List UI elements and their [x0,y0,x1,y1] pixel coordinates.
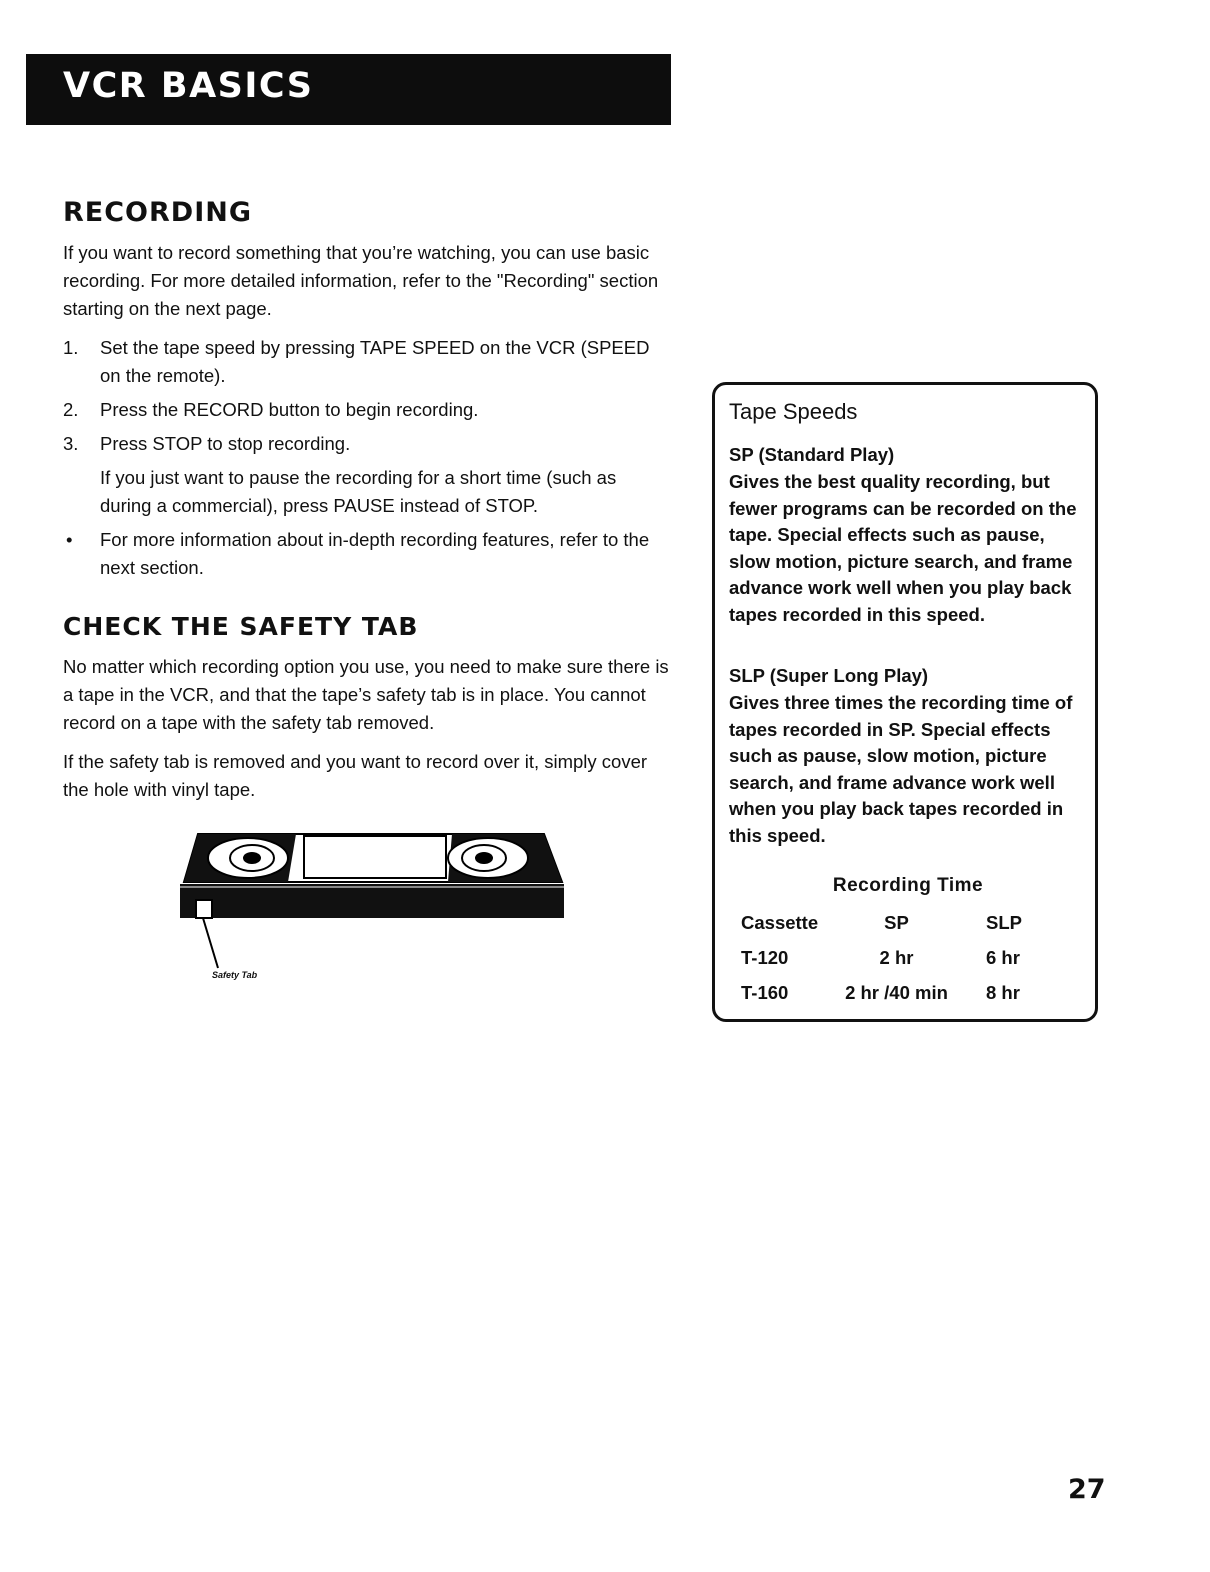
cassette-spine [180,884,564,918]
section-title: VCR BASICS [63,66,314,106]
table-row [741,975,1046,1010]
sp-description: Gives the best quality recording, but fewer programs can be recorded on the tape. Special effects such as pause, slow motion, picture search, and frame advance work well when you play back tapes recorded in this speed. [729,471,1077,625]
bullet-text: For more information about in-depth recording features, refer to the next section. [100,529,650,578]
safety-tab-heading: CHECK THE SAFETY TAB [63,612,419,641]
step-item [63,334,663,390]
sp-heading: SP (Standard Play) [729,444,895,465]
slp-heading: SLP (Super Long Play) [729,665,929,686]
recording-steps [63,334,663,582]
table-row [741,940,1046,975]
step-number: 1. [63,337,79,358]
step-item [63,396,663,424]
bullet-mark: • [66,529,73,550]
table-cell: 8 hr [986,981,1020,1003]
safety-tab-notch [196,900,212,918]
step-text: Press the RECORD button to begin recording. [100,399,479,420]
slp-description: Gives three times the recording time of tapes recorded in SP. Special effects such as pause, slow motion, picture search, and frame advance work well when you play back tapes recorded in this speed. [729,692,1073,846]
step-text: Set the tape speed by pressing TAPE SPEED on the VCR (SPEED on the remote). [100,337,650,386]
safety-para-1: No matter which recording option you use, you need to make sure there is a tape in the VCR, and that the tape’s safety tab is in place. You cannot record on a tape with the safety tab removed. [63,656,669,733]
label-window [304,836,446,878]
table-cell: T-160 [741,981,789,1003]
recording-time-title: Recording Time [832,875,984,896]
recording-heading: RECORDING [63,197,253,228]
table-cell: T-120 [741,946,789,968]
table-header-cell: Cassette [741,911,819,933]
table-cell: 6 hr [986,946,1020,968]
safety-tab-caption: Safety Tab [212,970,258,980]
tape-speeds-title: Tape Speeds [729,399,858,424]
step-number: 3. [63,433,79,454]
table-header-cell: SLP [986,911,1022,933]
table-header-cell: SP [884,911,909,933]
recording-time-table [741,905,1046,1010]
table-cell: 2 hr [879,946,914,968]
table-header-row [741,905,1046,940]
step-item [63,430,663,458]
step-note: If you just want to pause the recording for a short time (such as during a commercial), press PAUSE instead of STOP. [100,467,617,516]
bullet-item [63,526,663,582]
tape-speeds-box [712,382,1098,1022]
safety-tab-pointer [203,918,218,968]
page-number: 27 [1068,1474,1106,1505]
safety-para-2: If the safety tab is removed and you want to record over it, simply cover the hole with vinyl tape. [63,751,648,800]
recording-intro: If you want to record something that you’re watching, you can use basic recording. For more detailed information, refer to the "Recording" section starting on the next page. [63,242,659,319]
step-number: 2. [63,399,79,420]
step-text: Press STOP to stop recording. [100,433,351,454]
table-cell: 2 hr /40 min [845,981,948,1003]
section-header-bar [26,54,671,125]
